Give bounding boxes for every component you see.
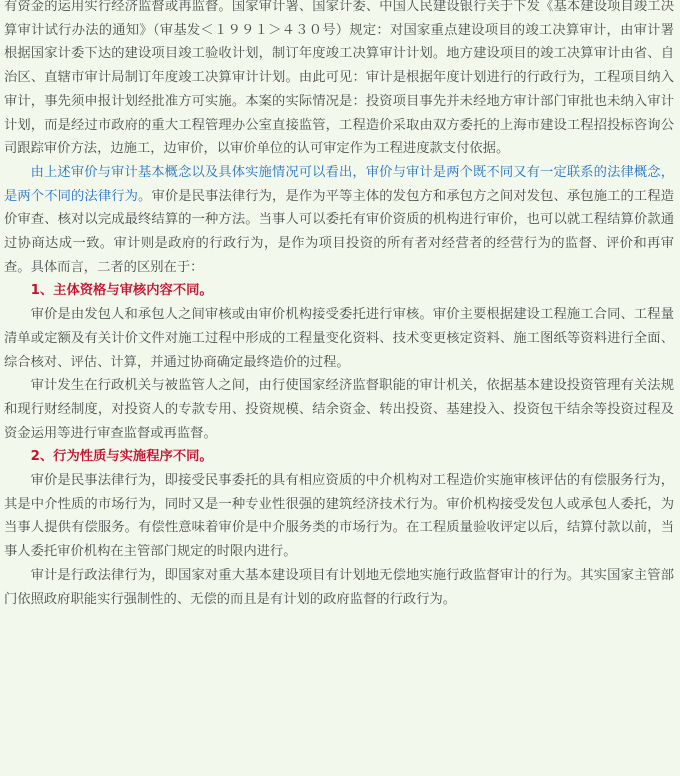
paragraph-comparison xyxy=(4,161,674,280)
section-heading-2: 2、行为性质与实施程序不同。 xyxy=(30,449,213,465)
paragraph-audit-plan: 有资金的运用实行经济监督或再监督。国家审计署、国家计委、中国人民建设银行关于下发《基本建设项目竣工决算审计试行办法的通知》（审基发＜１９９１＞４３０号）规定：对国家重点建设项目的竣工决算审计，由审计署根据国家计委下达的建设项目竣工验收计划，制订年度竣工决算审计计划。地方建设项目的竣工决算审计由省、自治区、直辖市审计局制订年度竣工决算审计计划。由此可见：审计是根据年度计划进行的行政行为，工程项目纳入审计，事先须申报计划经批准方可实施。本案的实际情况是：投资项目事先并未经地方审计部门审批也未纳入审计计划，而是经过市政府的重大工程管理办公室直接监管，工程造价采取由双方委托的上海市建设工程招投标咨询公司跟踪审价方法，边施工，边审价，以审价单位的认可审定作为工程进度款支付依据。 xyxy=(4,0,674,157)
paragraph-comparison-text: 审价是民事法律行为，是作为平等主体的发包方和承包方之间对发包、承包施工的工程造价审查、核对以完成最终结算的一种方法。当事人可以委托有审价资质的机构进行审价，也可以就工程结算价款通过协商达成一致。审计则是政府的行政行为，是作为项目投资的所有者对经营者的经营行为的监督、评价和再审查。具体而言，二者的区别在于： xyxy=(4,188,675,275)
paragraph-audit-scope: 审计发生在行政机关与被监管人之间，由行使国家经济监督职能的审计机关，依据基本建设投资管理有关法规和现行财经制度，对投资人的专款专用、投资规模、结余资金、转出投资、基建投入、投资包干结余等投资过程及资金运用等进行审查监督或再监督。 xyxy=(4,378,674,441)
highlighted-conclusion: 由上述审价与审计基本概念以及具体实施情况可以看出，审价与审计是两个既不同又有一定联系的法律概念，是两个不同的法律行为。 xyxy=(4,164,674,204)
section-heading-1: 1、主体资格与审核内容不同。 xyxy=(30,283,213,299)
paragraph-pricing-review: 审价是由发包人和承包人之间审核或由审价机构接受委托进行审核。审价主要根据建设工程施工合同、工程量清单或定额及有关计价文件对施工过程中形成的工程量变化资料、技术变更核定资料、施工图纸等资料进行全面、综合核对、评估、计算，并通过协商确定最终造价的过程。 xyxy=(4,307,674,370)
paragraph-pricing-nature: 审价是民事法律行为，即接受民事委托的具有相应资质的中介机构对工程造价实施审核评估的有偿服务行为，其是中介性质的市场行为，同时又是一种专业性很强的建筑经济技术行为。审价机构接受发包人或承包人委托，为当事人提供有偿服务。有偿性意味着审价是中介服务类的市场行为。在工程质量验收评定以后，结算付款以前，当事人委托审价机构在主管部门规定的时限内进行。 xyxy=(4,473,674,560)
paragraph-audit-nature: 审计是行政法律行为，即国家对重大基本建设项目有计划地无偿地实施行政监督审计的行为。其实国家主管部门依照政府职能实行强制性的、无偿的而且是有计划的政府监督的行政行为。 xyxy=(4,567,674,607)
